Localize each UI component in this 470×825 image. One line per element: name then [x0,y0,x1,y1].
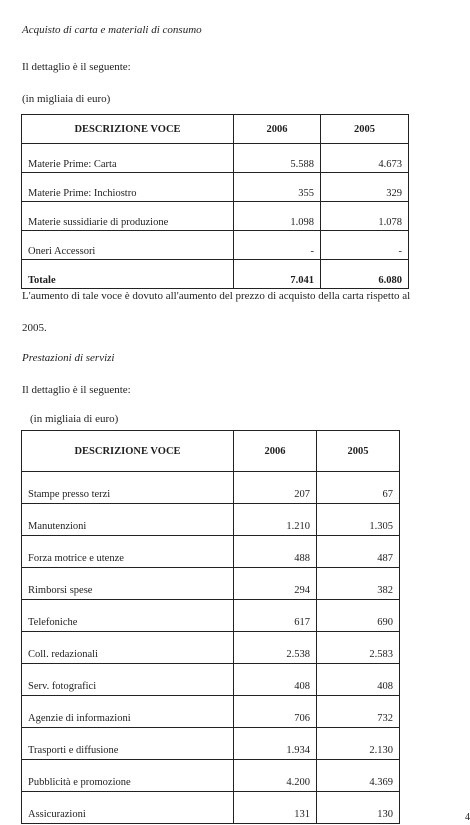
row-value-2005: 1.078 [321,202,409,231]
row-label: Materie sussidiarie di produzione [22,202,234,231]
header-2005: 2005 [317,431,400,472]
row-value-2006: 1.210 [234,504,317,536]
header-descrizione: DESCRIZIONE VOCE [22,431,234,472]
header-2006: 2006 [234,431,317,472]
row-value-2006: - [234,231,321,260]
explanatory-note: L'aumento di tale voce è dovuto all'aumento del prezzo di acquisto della carta rispetto al [22,290,411,302]
row-label: Telefoniche [22,600,234,632]
table-acquisto [21,114,409,289]
explanatory-note-continued: 2005. [22,322,47,334]
row-value-2005: 2.583 [317,632,400,664]
section-intro: Il dettaglio è il seguente: [22,384,131,396]
page-number: 4 [465,812,470,823]
table-row [22,504,400,536]
row-label: Agenzie di informazioni [22,696,234,728]
row-label: Manutenzioni [22,504,234,536]
table-row [22,231,409,260]
section-intro: Il dettaglio è il seguente: [22,61,131,73]
row-value-2005: 4.673 [321,144,409,173]
row-value-2006: 2.538 [234,632,317,664]
header-2005: 2005 [321,115,409,144]
table-row [22,472,400,504]
row-value-2006: 488 [234,536,317,568]
row-value-2005: - [321,231,409,260]
row-value-2006: 5.588 [234,144,321,173]
row-value-2006: 706 [234,696,317,728]
table-row [22,568,400,600]
row-label: Pubblicità e promozione [22,760,234,792]
row-value-2006: 1.098 [234,202,321,231]
row-value-2005: 329 [321,173,409,202]
row-value-2006: 4.200 [234,760,317,792]
row-value-2006: 207 [234,472,317,504]
unit-note: (in migliaia di euro) [30,413,119,425]
table-row [22,202,409,231]
row-value-2005: 130 [317,792,400,824]
table-prestazioni [21,430,400,824]
table-row [22,600,400,632]
row-label: Materie Prime: Inchiostro [22,173,234,202]
table-row [22,696,400,728]
row-value-2005: 1.305 [317,504,400,536]
row-value-2005: 487 [317,536,400,568]
table-row [22,173,409,202]
row-label: Forza motrice e utenze [22,536,234,568]
table-row [22,144,409,173]
row-value-2005: 690 [317,600,400,632]
total-value-2006: 7.041 [234,260,321,289]
row-label: Stampe presso terzi [22,472,234,504]
row-label: Rimborsi spese [22,568,234,600]
header-2006: 2006 [234,115,321,144]
row-label: Serv. fotografici [22,664,234,696]
table-row [22,760,400,792]
row-value-2006: 1.934 [234,728,317,760]
row-value-2006: 131 [234,792,317,824]
row-value-2005: 67 [317,472,400,504]
table-row [22,632,400,664]
total-label: Totale [22,260,234,289]
row-value-2005: 382 [317,568,400,600]
row-label: Trasporti e diffusione [22,728,234,760]
section-heading-acquisto: Acquisto di carta e materiali di consumo [22,24,202,36]
row-label: Oneri Accessori [22,231,234,260]
table-row [22,792,400,824]
table-row [22,536,400,568]
row-value-2005: 408 [317,664,400,696]
total-value-2005: 6.080 [321,260,409,289]
table-row [22,728,400,760]
row-value-2005: 2.130 [317,728,400,760]
header-descrizione: DESCRIZIONE VOCE [22,115,234,144]
unit-note: (in migliaia di euro) [22,93,111,105]
row-label: Coll. redazionali [22,632,234,664]
row-label: Assicurazioni [22,792,234,824]
row-value-2005: 732 [317,696,400,728]
row-value-2006: 408 [234,664,317,696]
table-header-row [22,431,400,472]
table-row [22,664,400,696]
row-value-2006: 294 [234,568,317,600]
row-label: Materie Prime: Carta [22,144,234,173]
row-value-2006: 355 [234,173,321,202]
row-value-2005: 4.369 [317,760,400,792]
section-heading-prestazioni: Prestazioni di servizi [22,352,115,364]
row-value-2006: 617 [234,600,317,632]
table-header-row [22,115,409,144]
table-total-row [22,260,409,289]
